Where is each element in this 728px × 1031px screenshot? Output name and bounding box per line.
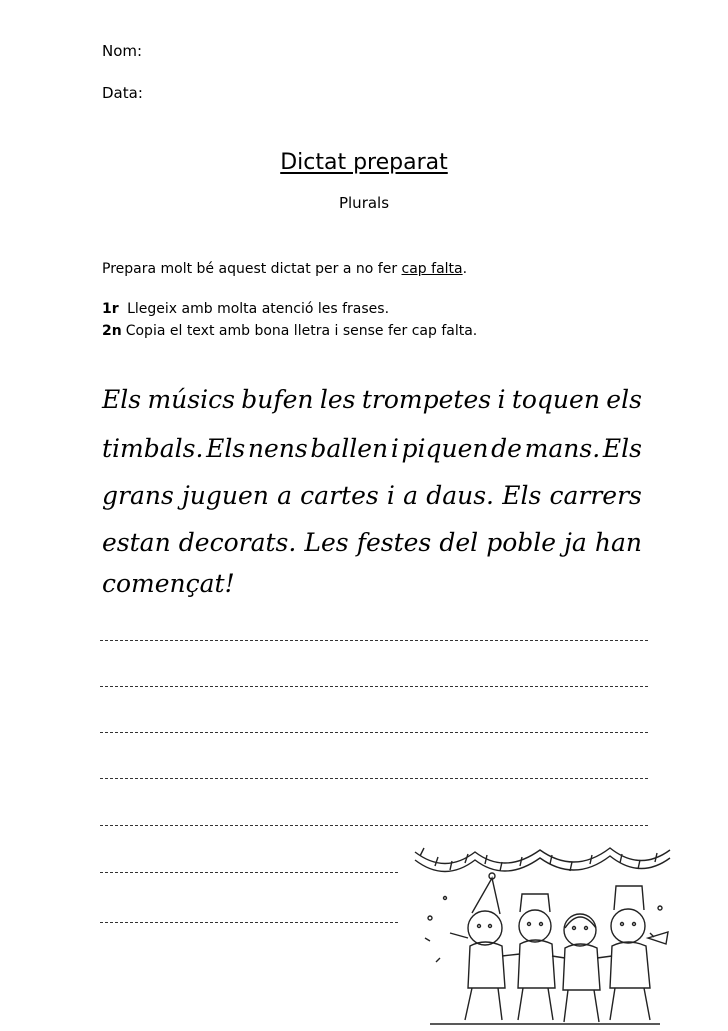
- dictation-word: ballen: [310, 434, 389, 463]
- name-label: Nom:: [102, 42, 143, 60]
- dictation-word: juguen: [182, 481, 269, 510]
- dictation-word: del: [439, 528, 479, 557]
- dictation-word: Les: [304, 528, 349, 557]
- intro-instruction: [102, 261, 467, 277]
- step-2: [102, 323, 477, 339]
- dictation-word: els: [606, 385, 642, 414]
- page-subtitle: Plurals: [338, 194, 390, 212]
- dictation-word: i: [386, 481, 395, 510]
- step-2-text: Copia el text amb bona lletra i sense fer cap falta.: [125, 323, 478, 339]
- writing-line-3: [100, 732, 648, 733]
- dictation-word: Els: [206, 434, 246, 463]
- dictation-word: decorats.: [178, 528, 297, 557]
- dictation-line-1: [102, 385, 642, 414]
- intro-end: .: [462, 261, 468, 277]
- step-2-number: 2n: [102, 323, 122, 339]
- page-title-wrapper: [0, 150, 728, 175]
- dictation-word: toquen: [511, 385, 600, 414]
- writing-line-5: [100, 825, 648, 826]
- dictation-word: i: [497, 385, 506, 414]
- step-1-text: Llegeix amb molta atenció les frases.: [127, 301, 390, 317]
- dictation-line-4: [102, 528, 642, 557]
- dictation-word: cartes: [300, 481, 379, 510]
- dictation-word: Els: [602, 434, 642, 463]
- dictation-word: grans: [102, 481, 174, 510]
- dictation-word: bufen: [241, 385, 314, 414]
- dictation-word: i: [390, 434, 399, 463]
- intro-text: Prepara molt bé aquest dictat per a no fer: [102, 261, 402, 277]
- dictation-word: ja: [564, 528, 587, 557]
- dictation-word: daus.: [426, 481, 495, 510]
- children-parade-icon: [410, 838, 675, 1028]
- dictation-word: carrers: [549, 481, 642, 510]
- page-title: Dictat preparat: [280, 150, 448, 175]
- writing-line-6: [100, 872, 398, 873]
- dictation-word: piquen: [401, 434, 489, 463]
- dictation-word: poble: [486, 528, 557, 557]
- dictation-word: músics: [147, 385, 235, 414]
- dictation-word: trompetes: [361, 385, 492, 414]
- dictation-word: estan: [102, 528, 171, 557]
- dictation-line-3: [102, 481, 642, 510]
- dictation-word: Els: [102, 385, 142, 414]
- dictation-word: de: [491, 434, 522, 463]
- intro-underlined-text: cap falta: [401, 261, 463, 277]
- dictation-word: han: [594, 528, 642, 557]
- dictation-word: nens: [247, 434, 308, 463]
- dictation-word: festes: [356, 528, 432, 557]
- dictation-word: a: [403, 481, 419, 510]
- step-1: [102, 301, 389, 317]
- writing-line-2: [100, 686, 648, 687]
- writing-line-7: [100, 922, 398, 923]
- dictation-line-2: [102, 434, 642, 463]
- dictation-word: mans.: [524, 434, 601, 463]
- dictation-word: començat!: [102, 569, 235, 598]
- dictation-word: les: [319, 385, 356, 414]
- dictation-word: a: [277, 481, 292, 510]
- writing-line-4: [100, 778, 648, 779]
- dictation-word: timbals.: [102, 434, 204, 463]
- dictation-line-5: [102, 569, 642, 598]
- date-label: Data:: [102, 84, 143, 102]
- writing-line-1: [100, 640, 648, 641]
- step-1-number: 1r: [102, 301, 119, 317]
- dictation-word: Els: [502, 481, 542, 510]
